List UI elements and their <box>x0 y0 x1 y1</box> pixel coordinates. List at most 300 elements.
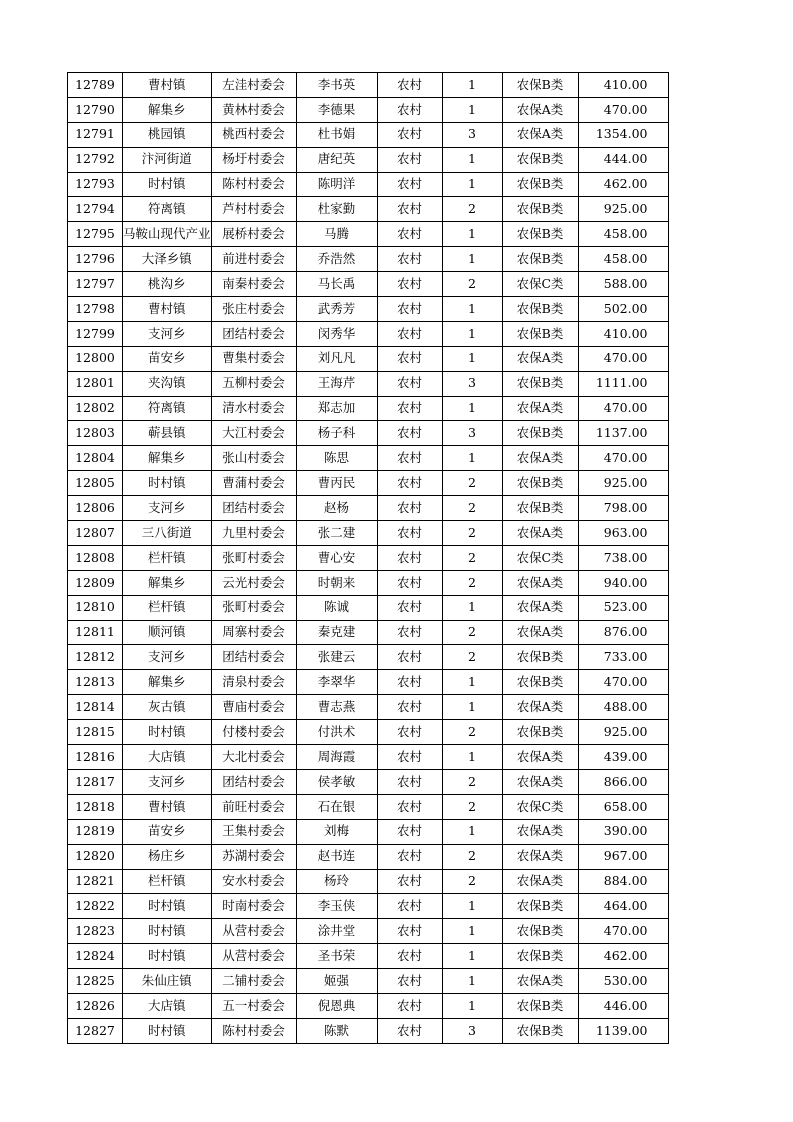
cell-amount: 470.00 <box>578 446 668 471</box>
cell-amount: 410.00 <box>578 321 668 346</box>
cell-area-type: 农村 <box>377 595 442 620</box>
cell-township: 桃园镇 <box>123 122 212 147</box>
cell-row-id: 12825 <box>68 969 123 994</box>
cell-name: 侯孝敏 <box>296 769 377 794</box>
cell-insurance-category: 农保A类 <box>502 97 578 122</box>
cell-village-committee: 桃西村委会 <box>211 122 296 147</box>
cell-township: 苗安乡 <box>123 819 212 844</box>
table-row <box>68 944 669 969</box>
cell-amount: 439.00 <box>578 745 668 770</box>
cell-row-id: 12789 <box>68 73 123 98</box>
cell-household-count: 2 <box>442 545 502 570</box>
cell-row-id: 12798 <box>68 297 123 322</box>
cell-insurance-category: 农保A类 <box>502 346 578 371</box>
cell-village-committee: 大江村委会 <box>211 421 296 446</box>
cell-amount: 940.00 <box>578 570 668 595</box>
cell-area-type: 农村 <box>377 471 442 496</box>
cell-household-count: 2 <box>442 471 502 496</box>
cell-household-count: 2 <box>442 570 502 595</box>
cell-household-count: 1 <box>442 172 502 197</box>
cell-village-committee: 九里村委会 <box>211 521 296 546</box>
cell-amount: 925.00 <box>578 471 668 496</box>
cell-household-count: 3 <box>442 421 502 446</box>
cell-row-id: 12823 <box>68 919 123 944</box>
cell-amount: 925.00 <box>578 197 668 222</box>
table-row <box>68 1018 669 1043</box>
cell-insurance-category: 农保A类 <box>502 819 578 844</box>
cell-area-type: 农村 <box>377 496 442 521</box>
cell-area-type: 农村 <box>377 670 442 695</box>
cell-name: 郑志加 <box>296 396 377 421</box>
table-row <box>68 993 669 1018</box>
table-row <box>68 172 669 197</box>
cell-row-id: 12800 <box>68 346 123 371</box>
cell-insurance-category: 农保A类 <box>502 521 578 546</box>
cell-household-count: 1 <box>442 73 502 98</box>
cell-household-count: 2 <box>442 794 502 819</box>
cell-household-count: 1 <box>442 247 502 272</box>
cell-household-count: 1 <box>442 297 502 322</box>
cell-household-count: 2 <box>442 645 502 670</box>
cell-village-committee: 大北村委会 <box>211 745 296 770</box>
cell-area-type: 农村 <box>377 620 442 645</box>
cell-township: 苗安乡 <box>123 346 212 371</box>
cell-name: 周海霞 <box>296 745 377 770</box>
cell-area-type: 农村 <box>377 794 442 819</box>
table-row <box>68 471 669 496</box>
table-row <box>68 122 669 147</box>
cell-insurance-category: 农保B类 <box>502 894 578 919</box>
cell-area-type: 农村 <box>377 869 442 894</box>
table-row <box>68 496 669 521</box>
cell-township: 曹村镇 <box>123 297 212 322</box>
cell-name: 姬强 <box>296 969 377 994</box>
table-row <box>68 521 669 546</box>
cell-name: 陈思 <box>296 446 377 471</box>
cell-household-count: 1 <box>442 222 502 247</box>
cell-amount: 866.00 <box>578 769 668 794</box>
cell-township: 支河乡 <box>123 645 212 670</box>
cell-household-count: 2 <box>442 769 502 794</box>
cell-amount: 588.00 <box>578 272 668 297</box>
cell-amount: 658.00 <box>578 794 668 819</box>
cell-village-committee: 二铺村委会 <box>211 969 296 994</box>
cell-name: 李书英 <box>296 73 377 98</box>
table-row <box>68 670 669 695</box>
cell-insurance-category: 农保A类 <box>502 769 578 794</box>
cell-amount: 446.00 <box>578 993 668 1018</box>
cell-village-committee: 清水村委会 <box>211 396 296 421</box>
cell-township: 解集乡 <box>123 670 212 695</box>
cell-name: 陈默 <box>296 1018 377 1043</box>
cell-amount: 967.00 <box>578 844 668 869</box>
cell-area-type: 农村 <box>377 894 442 919</box>
table-row <box>68 695 669 720</box>
cell-name: 李玉侠 <box>296 894 377 919</box>
cell-village-committee: 张庄村委会 <box>211 297 296 322</box>
cell-village-committee: 时南村委会 <box>211 894 296 919</box>
cell-village-committee: 前进村委会 <box>211 247 296 272</box>
table-row <box>68 396 669 421</box>
cell-amount: 470.00 <box>578 346 668 371</box>
cell-area-type: 农村 <box>377 720 442 745</box>
cell-household-count: 2 <box>442 844 502 869</box>
cell-row-id: 12827 <box>68 1018 123 1043</box>
cell-household-count: 1 <box>442 346 502 371</box>
cell-village-committee: 曹蒲村委会 <box>211 471 296 496</box>
cell-amount: 876.00 <box>578 620 668 645</box>
cell-township: 夹沟镇 <box>123 371 212 396</box>
cell-insurance-category: 农保A类 <box>502 869 578 894</box>
cell-household-count: 3 <box>442 1018 502 1043</box>
cell-insurance-category: 农保A类 <box>502 396 578 421</box>
table-row <box>68 73 669 98</box>
cell-row-id: 12794 <box>68 197 123 222</box>
cell-household-count: 1 <box>442 894 502 919</box>
cell-amount: 488.00 <box>578 695 668 720</box>
cell-row-id: 12815 <box>68 720 123 745</box>
cell-household-count: 1 <box>442 147 502 172</box>
cell-amount: 738.00 <box>578 545 668 570</box>
cell-household-count: 1 <box>442 97 502 122</box>
cell-area-type: 农村 <box>377 521 442 546</box>
cell-amount: 470.00 <box>578 919 668 944</box>
cell-village-committee: 五一村委会 <box>211 993 296 1018</box>
data-table <box>67 72 669 1044</box>
cell-township: 曹村镇 <box>123 794 212 819</box>
cell-row-id: 12807 <box>68 521 123 546</box>
cell-insurance-category: 农保A类 <box>502 745 578 770</box>
cell-area-type: 农村 <box>377 769 442 794</box>
cell-name: 王海芹 <box>296 371 377 396</box>
cell-insurance-category: 农保B类 <box>502 371 578 396</box>
cell-area-type: 农村 <box>377 247 442 272</box>
cell-row-id: 12802 <box>68 396 123 421</box>
cell-insurance-category: 农保A类 <box>502 122 578 147</box>
cell-area-type: 农村 <box>377 919 442 944</box>
cell-village-committee: 安水村委会 <box>211 869 296 894</box>
table-row <box>68 346 669 371</box>
table-row <box>68 894 669 919</box>
cell-amount: 530.00 <box>578 969 668 994</box>
cell-insurance-category: 农保A类 <box>502 695 578 720</box>
cell-row-id: 12826 <box>68 993 123 1018</box>
cell-village-committee: 杨圩村委会 <box>211 147 296 172</box>
cell-area-type: 农村 <box>377 321 442 346</box>
cell-village-committee: 团结村委会 <box>211 645 296 670</box>
cell-village-committee: 陈村村委会 <box>211 1018 296 1043</box>
cell-amount: 502.00 <box>578 297 668 322</box>
cell-area-type: 农村 <box>377 371 442 396</box>
cell-household-count: 3 <box>442 371 502 396</box>
cell-area-type: 农村 <box>377 944 442 969</box>
cell-amount: 963.00 <box>578 521 668 546</box>
cell-village-committee: 南秦村委会 <box>211 272 296 297</box>
cell-household-count: 2 <box>442 620 502 645</box>
cell-insurance-category: 农保B类 <box>502 147 578 172</box>
cell-township: 杨庄乡 <box>123 844 212 869</box>
cell-row-id: 12796 <box>68 247 123 272</box>
cell-township: 朱仙庄镇 <box>123 969 212 994</box>
cell-insurance-category: 农保B类 <box>502 73 578 98</box>
cell-row-id: 12791 <box>68 122 123 147</box>
cell-name: 陈诚 <box>296 595 377 620</box>
cell-insurance-category: 农保A类 <box>502 595 578 620</box>
cell-area-type: 农村 <box>377 346 442 371</box>
cell-household-count: 1 <box>442 919 502 944</box>
table-row <box>68 147 669 172</box>
cell-township: 桃沟乡 <box>123 272 212 297</box>
cell-name: 秦克建 <box>296 620 377 645</box>
cell-name: 石在银 <box>296 794 377 819</box>
table-row <box>68 222 669 247</box>
cell-village-committee: 前旺村委会 <box>211 794 296 819</box>
cell-village-committee: 黄林村委会 <box>211 97 296 122</box>
cell-insurance-category: 农保B类 <box>502 247 578 272</box>
cell-amount: 470.00 <box>578 396 668 421</box>
cell-township: 汴河街道 <box>123 147 212 172</box>
cell-row-id: 12817 <box>68 769 123 794</box>
cell-village-committee: 曹集村委会 <box>211 346 296 371</box>
cell-township: 时村镇 <box>123 172 212 197</box>
cell-area-type: 农村 <box>377 545 442 570</box>
cell-household-count: 1 <box>442 595 502 620</box>
table-row <box>68 97 669 122</box>
cell-township: 栏杆镇 <box>123 595 212 620</box>
cell-amount: 470.00 <box>578 670 668 695</box>
cell-area-type: 农村 <box>377 844 442 869</box>
table-row <box>68 919 669 944</box>
cell-row-id: 12806 <box>68 496 123 521</box>
cell-insurance-category: 农保B类 <box>502 421 578 446</box>
cell-township: 大店镇 <box>123 993 212 1018</box>
cell-township: 灰古镇 <box>123 695 212 720</box>
cell-area-type: 农村 <box>377 745 442 770</box>
table-row <box>68 321 669 346</box>
cell-name: 刘梅 <box>296 819 377 844</box>
cell-household-count: 1 <box>442 819 502 844</box>
cell-township: 顺河镇 <box>123 620 212 645</box>
table-row <box>68 247 669 272</box>
cell-name: 张建云 <box>296 645 377 670</box>
cell-household-count: 1 <box>442 993 502 1018</box>
cell-township: 栏杆镇 <box>123 545 212 570</box>
cell-household-count: 2 <box>442 521 502 546</box>
table-row <box>68 421 669 446</box>
cell-name: 杨玲 <box>296 869 377 894</box>
cell-area-type: 农村 <box>377 695 442 720</box>
cell-name: 唐纪英 <box>296 147 377 172</box>
cell-insurance-category: 农保B类 <box>502 919 578 944</box>
cell-name: 赵书连 <box>296 844 377 869</box>
cell-township: 蕲县镇 <box>123 421 212 446</box>
cell-row-id: 12809 <box>68 570 123 595</box>
cell-amount: 925.00 <box>578 720 668 745</box>
cell-township: 大店镇 <box>123 745 212 770</box>
cell-village-committee: 团结村委会 <box>211 321 296 346</box>
cell-insurance-category: 农保B类 <box>502 297 578 322</box>
cell-amount: 733.00 <box>578 645 668 670</box>
cell-village-committee: 团结村委会 <box>211 769 296 794</box>
cell-row-id: 12793 <box>68 172 123 197</box>
cell-amount: 458.00 <box>578 222 668 247</box>
cell-amount: 462.00 <box>578 944 668 969</box>
cell-name: 马长禹 <box>296 272 377 297</box>
cell-amount: 458.00 <box>578 247 668 272</box>
cell-name: 闵秀华 <box>296 321 377 346</box>
cell-row-id: 12811 <box>68 620 123 645</box>
cell-amount: 410.00 <box>578 73 668 98</box>
cell-row-id: 12812 <box>68 645 123 670</box>
cell-name: 张二建 <box>296 521 377 546</box>
cell-household-count: 1 <box>442 321 502 346</box>
cell-insurance-category: 农保B类 <box>502 197 578 222</box>
cell-household-count: 2 <box>442 720 502 745</box>
cell-township: 时村镇 <box>123 1018 212 1043</box>
cell-name: 涂井堂 <box>296 919 377 944</box>
cell-village-committee: 左洼村委会 <box>211 73 296 98</box>
cell-row-id: 12792 <box>68 147 123 172</box>
cell-village-committee: 周寨村委会 <box>211 620 296 645</box>
table-row <box>68 595 669 620</box>
cell-township: 符离镇 <box>123 396 212 421</box>
cell-township: 支河乡 <box>123 321 212 346</box>
cell-amount: 462.00 <box>578 172 668 197</box>
cell-household-count: 1 <box>442 745 502 770</box>
cell-insurance-category: 农保B类 <box>502 321 578 346</box>
cell-household-count: 1 <box>442 695 502 720</box>
cell-village-committee: 王集村委会 <box>211 819 296 844</box>
cell-village-committee: 芦村村委会 <box>211 197 296 222</box>
cell-insurance-category: 农保C类 <box>502 272 578 297</box>
cell-household-count: 2 <box>442 496 502 521</box>
cell-insurance-category: 农保B类 <box>502 222 578 247</box>
cell-area-type: 农村 <box>377 222 442 247</box>
table-row <box>68 869 669 894</box>
cell-amount: 523.00 <box>578 595 668 620</box>
cell-village-committee: 展桥村委会 <box>211 222 296 247</box>
cell-township: 符离镇 <box>123 197 212 222</box>
cell-name: 武秀芳 <box>296 297 377 322</box>
cell-name: 李翠华 <box>296 670 377 695</box>
cell-insurance-category: 农保A类 <box>502 969 578 994</box>
cell-area-type: 农村 <box>377 645 442 670</box>
cell-township: 时村镇 <box>123 720 212 745</box>
cell-township: 时村镇 <box>123 944 212 969</box>
table-row <box>68 620 669 645</box>
cell-amount: 884.00 <box>578 869 668 894</box>
cell-area-type: 农村 <box>377 197 442 222</box>
cell-name: 李德果 <box>296 97 377 122</box>
cell-insurance-category: 农保B类 <box>502 1018 578 1043</box>
cell-area-type: 农村 <box>377 570 442 595</box>
cell-name: 圣书荣 <box>296 944 377 969</box>
cell-row-id: 12820 <box>68 844 123 869</box>
cell-village-committee: 五柳村委会 <box>211 371 296 396</box>
cell-area-type: 农村 <box>377 73 442 98</box>
cell-village-committee: 从营村委会 <box>211 944 296 969</box>
cell-row-id: 12804 <box>68 446 123 471</box>
cell-insurance-category: 农保A类 <box>502 570 578 595</box>
cell-name: 曹丙民 <box>296 471 377 496</box>
cell-township: 时村镇 <box>123 919 212 944</box>
table-row <box>68 844 669 869</box>
cell-row-id: 12810 <box>68 595 123 620</box>
cell-name: 赵杨 <box>296 496 377 521</box>
cell-area-type: 农村 <box>377 97 442 122</box>
table-row <box>68 446 669 471</box>
cell-row-id: 12822 <box>68 894 123 919</box>
cell-row-id: 12795 <box>68 222 123 247</box>
cell-name: 陈明洋 <box>296 172 377 197</box>
cell-row-id: 12816 <box>68 745 123 770</box>
cell-village-committee: 张町村委会 <box>211 545 296 570</box>
cell-name: 时朝来 <box>296 570 377 595</box>
cell-village-committee: 清泉村委会 <box>211 670 296 695</box>
cell-area-type: 农村 <box>377 446 442 471</box>
cell-amount: 1111.00 <box>578 371 668 396</box>
cell-insurance-category: 农保C类 <box>502 545 578 570</box>
cell-township: 解集乡 <box>123 570 212 595</box>
cell-township: 曹村镇 <box>123 73 212 98</box>
cell-insurance-category: 农保B类 <box>502 496 578 521</box>
cell-township: 支河乡 <box>123 769 212 794</box>
cell-row-id: 12797 <box>68 272 123 297</box>
cell-household-count: 2 <box>442 869 502 894</box>
cell-township: 解集乡 <box>123 97 212 122</box>
table-row <box>68 645 669 670</box>
cell-township: 三八街道 <box>123 521 212 546</box>
cell-name: 马腾 <box>296 222 377 247</box>
cell-insurance-category: 农保A类 <box>502 620 578 645</box>
cell-name: 倪恩典 <box>296 993 377 1018</box>
cell-amount: 464.00 <box>578 894 668 919</box>
cell-row-id: 12803 <box>68 421 123 446</box>
cell-area-type: 农村 <box>377 172 442 197</box>
cell-row-id: 12814 <box>68 695 123 720</box>
table-row <box>68 745 669 770</box>
table-row <box>68 769 669 794</box>
cell-village-committee: 云光村委会 <box>211 570 296 595</box>
cell-area-type: 农村 <box>377 421 442 446</box>
cell-area-type: 农村 <box>377 122 442 147</box>
cell-amount: 798.00 <box>578 496 668 521</box>
table-row <box>68 197 669 222</box>
cell-township: 大泽乡镇 <box>123 247 212 272</box>
cell-row-id: 12801 <box>68 371 123 396</box>
cell-name: 付洪术 <box>296 720 377 745</box>
cell-household-count: 2 <box>442 197 502 222</box>
cell-area-type: 农村 <box>377 396 442 421</box>
cell-area-type: 农村 <box>377 819 442 844</box>
cell-household-count: 1 <box>442 446 502 471</box>
cell-household-count: 3 <box>442 122 502 147</box>
cell-area-type: 农村 <box>377 1018 442 1043</box>
cell-village-committee: 从营村委会 <box>211 919 296 944</box>
cell-insurance-category: 农保B类 <box>502 720 578 745</box>
cell-township: 栏杆镇 <box>123 869 212 894</box>
cell-village-committee: 曹庙村委会 <box>211 695 296 720</box>
cell-name: 曹心安 <box>296 545 377 570</box>
table-row <box>68 272 669 297</box>
cell-insurance-category: 农保C类 <box>502 794 578 819</box>
cell-area-type: 农村 <box>377 147 442 172</box>
cell-amount: 1139.00 <box>578 1018 668 1043</box>
cell-township: 解集乡 <box>123 446 212 471</box>
cell-name: 乔浩然 <box>296 247 377 272</box>
cell-village-committee: 陈村村委会 <box>211 172 296 197</box>
cell-village-committee: 苏湖村委会 <box>211 844 296 869</box>
